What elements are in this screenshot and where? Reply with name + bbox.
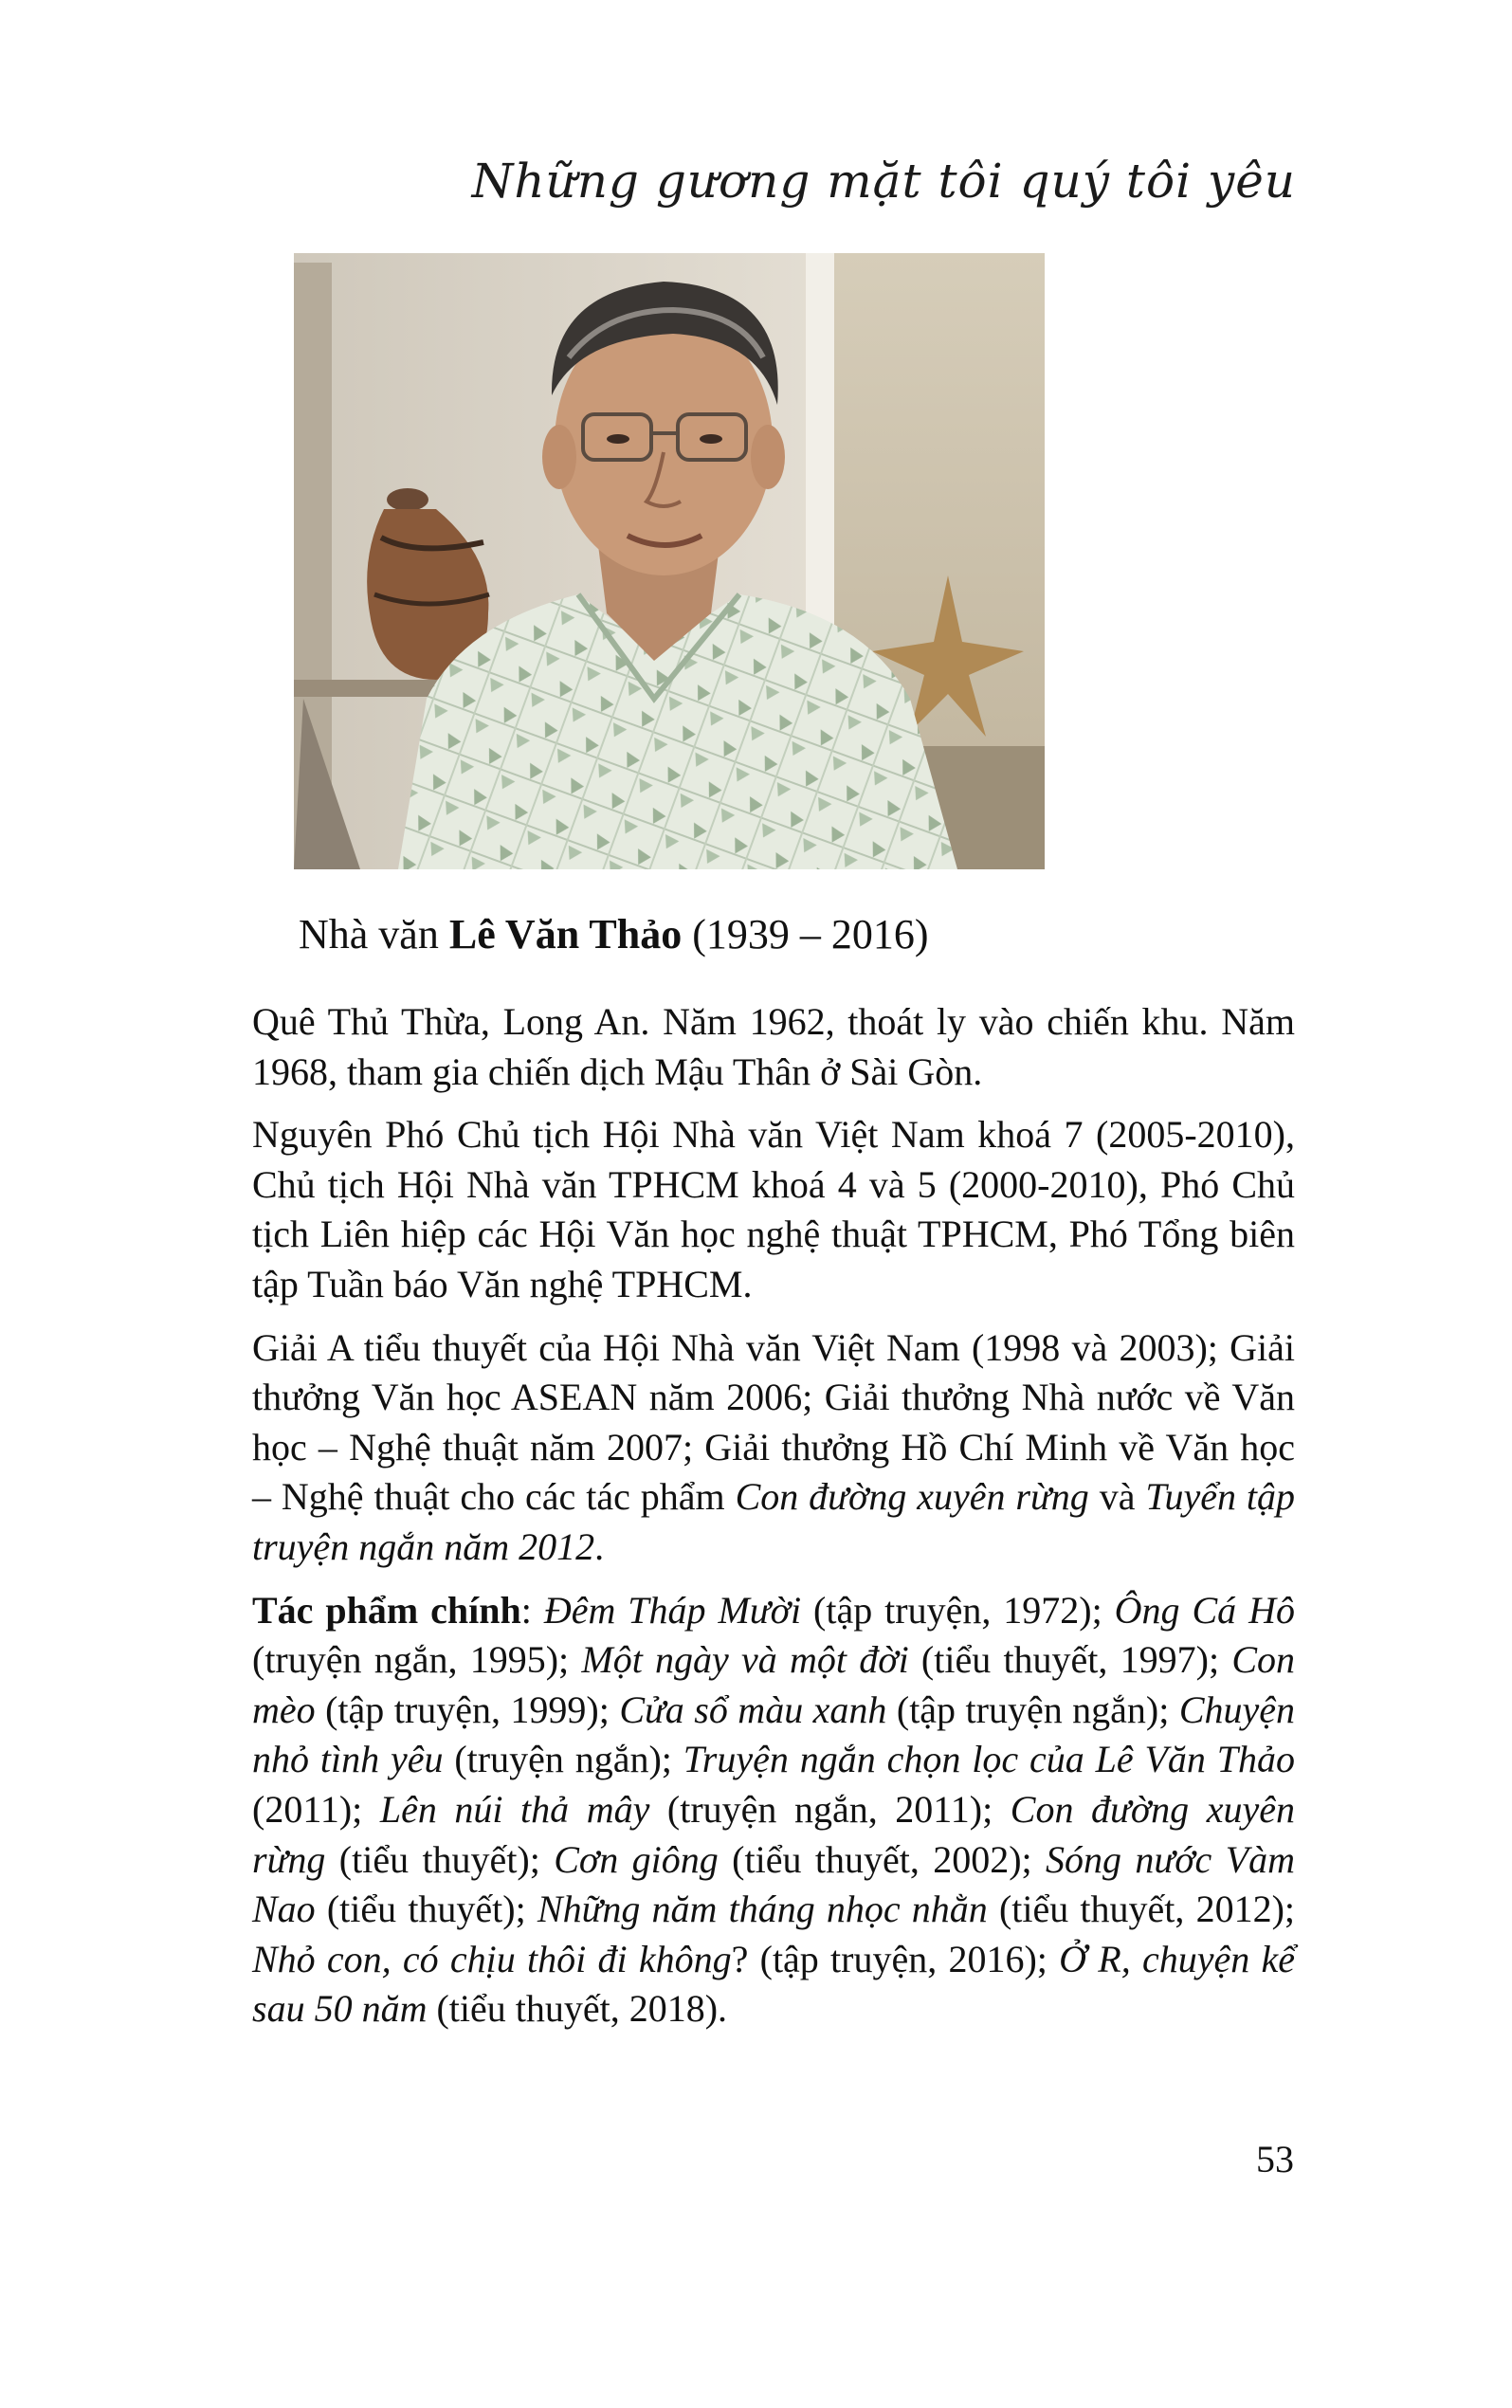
works-text: (truyện ngắn, 1995); [252,1638,582,1682]
paragraph-origin: Quê Thủ Thừa, Long An. Năm 1962, thoát ly vào chiến khu. Năm 1968, tham gia chiến dịch Mậu Thân ở Sài Gòn. [252,1000,1295,1093]
work-title: Chuyện nhỏ tình yêu [252,1687,1296,1781]
works-text: (tiểu thuyết); [325,1837,555,1881]
caption-prefix: Nhà văn [299,911,449,958]
paragraph-works [252,1586,1295,2034]
awards-text: và [1088,1475,1146,1519]
work-title: Cơn giông [554,1837,719,1881]
works-text: (truyện ngắn); [443,1738,683,1781]
works-text: (tập truyện, 1972); [801,1588,1115,1632]
works-text: (tiểu thuyết); [315,1888,537,1931]
work-title: Một ngày và một đời [581,1638,909,1682]
work-title: Con đường xuyên rừng [252,1787,1295,1881]
awards-work-title: Tuyển tập truyện ngắn năm 2012 [252,1475,1295,1568]
works-label: Tác phẩm chính [252,1588,521,1632]
work-title: Ở R, chuyện kể sau 50 năm [252,1937,1295,2031]
photo-caption [299,910,929,958]
page-number: 53 [1256,2138,1294,2180]
awards-text: Giải A tiểu thuyết của Hội Nhà văn Việt Nam (1998 và 2003); Giải thưởng Văn học ASEAN năm 2006; Giải thưởng Nhà nước về Văn học – Nghệ thuật năm 2007; Giải thưởng Hồ Chí Minh về Văn học – Nghệ thuật cho các tác phẩm [252,1325,1295,1519]
caption-years: (1939 – 2016) [682,911,929,958]
works-text: (tập truyện ngắn); [886,1687,1179,1731]
works-text: : [520,1588,544,1632]
works-text: (tiểu thuyết, 2002); [718,1837,1047,1881]
paragraph-awards [252,1323,1295,1573]
works-text: (tập truyện, 1999); [315,1687,620,1731]
work-title: Đêm Tháp Mười [543,1588,802,1632]
work-title: Những năm tháng nhọc nhằn [537,1888,988,1931]
work-title: Lên núi thả mây [379,1787,650,1831]
awards-text: . [594,1524,605,1568]
caption-name: Lê Văn Thảo [448,911,683,958]
biography-text [252,997,1295,2048]
works-text: (tiểu thuyết, 2012); [987,1888,1295,1931]
running-head: Những gương mặt tôi quý tôi yêu [471,154,1296,209]
awards-work-title: Con đường xuyên rừng [735,1475,1089,1519]
work-title: Ông Cá Hô [1114,1588,1296,1632]
work-title: Nhỏ con, có chịu thôi đi không [252,1937,732,1980]
portrait-illustration [294,253,1045,869]
works-text: (tiểu thuyết, 1997); [908,1638,1232,1682]
work-title: Cửa sổ màu xanh [619,1687,887,1731]
works-text: (truyện ngắn, 2011); [649,1787,1011,1831]
work-title: Sóng nước Vàm Nao [252,1837,1296,1931]
works-text: ? (tập truyện, 2016); [731,1937,1060,1980]
works-text: (2011); [252,1787,380,1831]
work-title: Con mèo [252,1638,1295,1731]
works-text: (tiểu thuyết, 2018). [427,1987,728,2031]
work-title: Truyện ngắn chọn lọc của Lê Văn Thảo [683,1738,1295,1781]
paragraph-positions: Nguyên Phó Chủ tịch Hội Nhà văn Việt Nam khoá 7 (2005-2010), Chủ tịch Hội Nhà văn TPHCM khoá 4 và 5 (2000-2010), Phó Chủ tịch Liên hiệp các Hội Văn học nghệ thuật TPHCM, Phó Tổng biên tập Tuần báo Văn nghệ TPHCM. [252,1113,1295,1305]
portrait-photo [294,253,1045,869]
